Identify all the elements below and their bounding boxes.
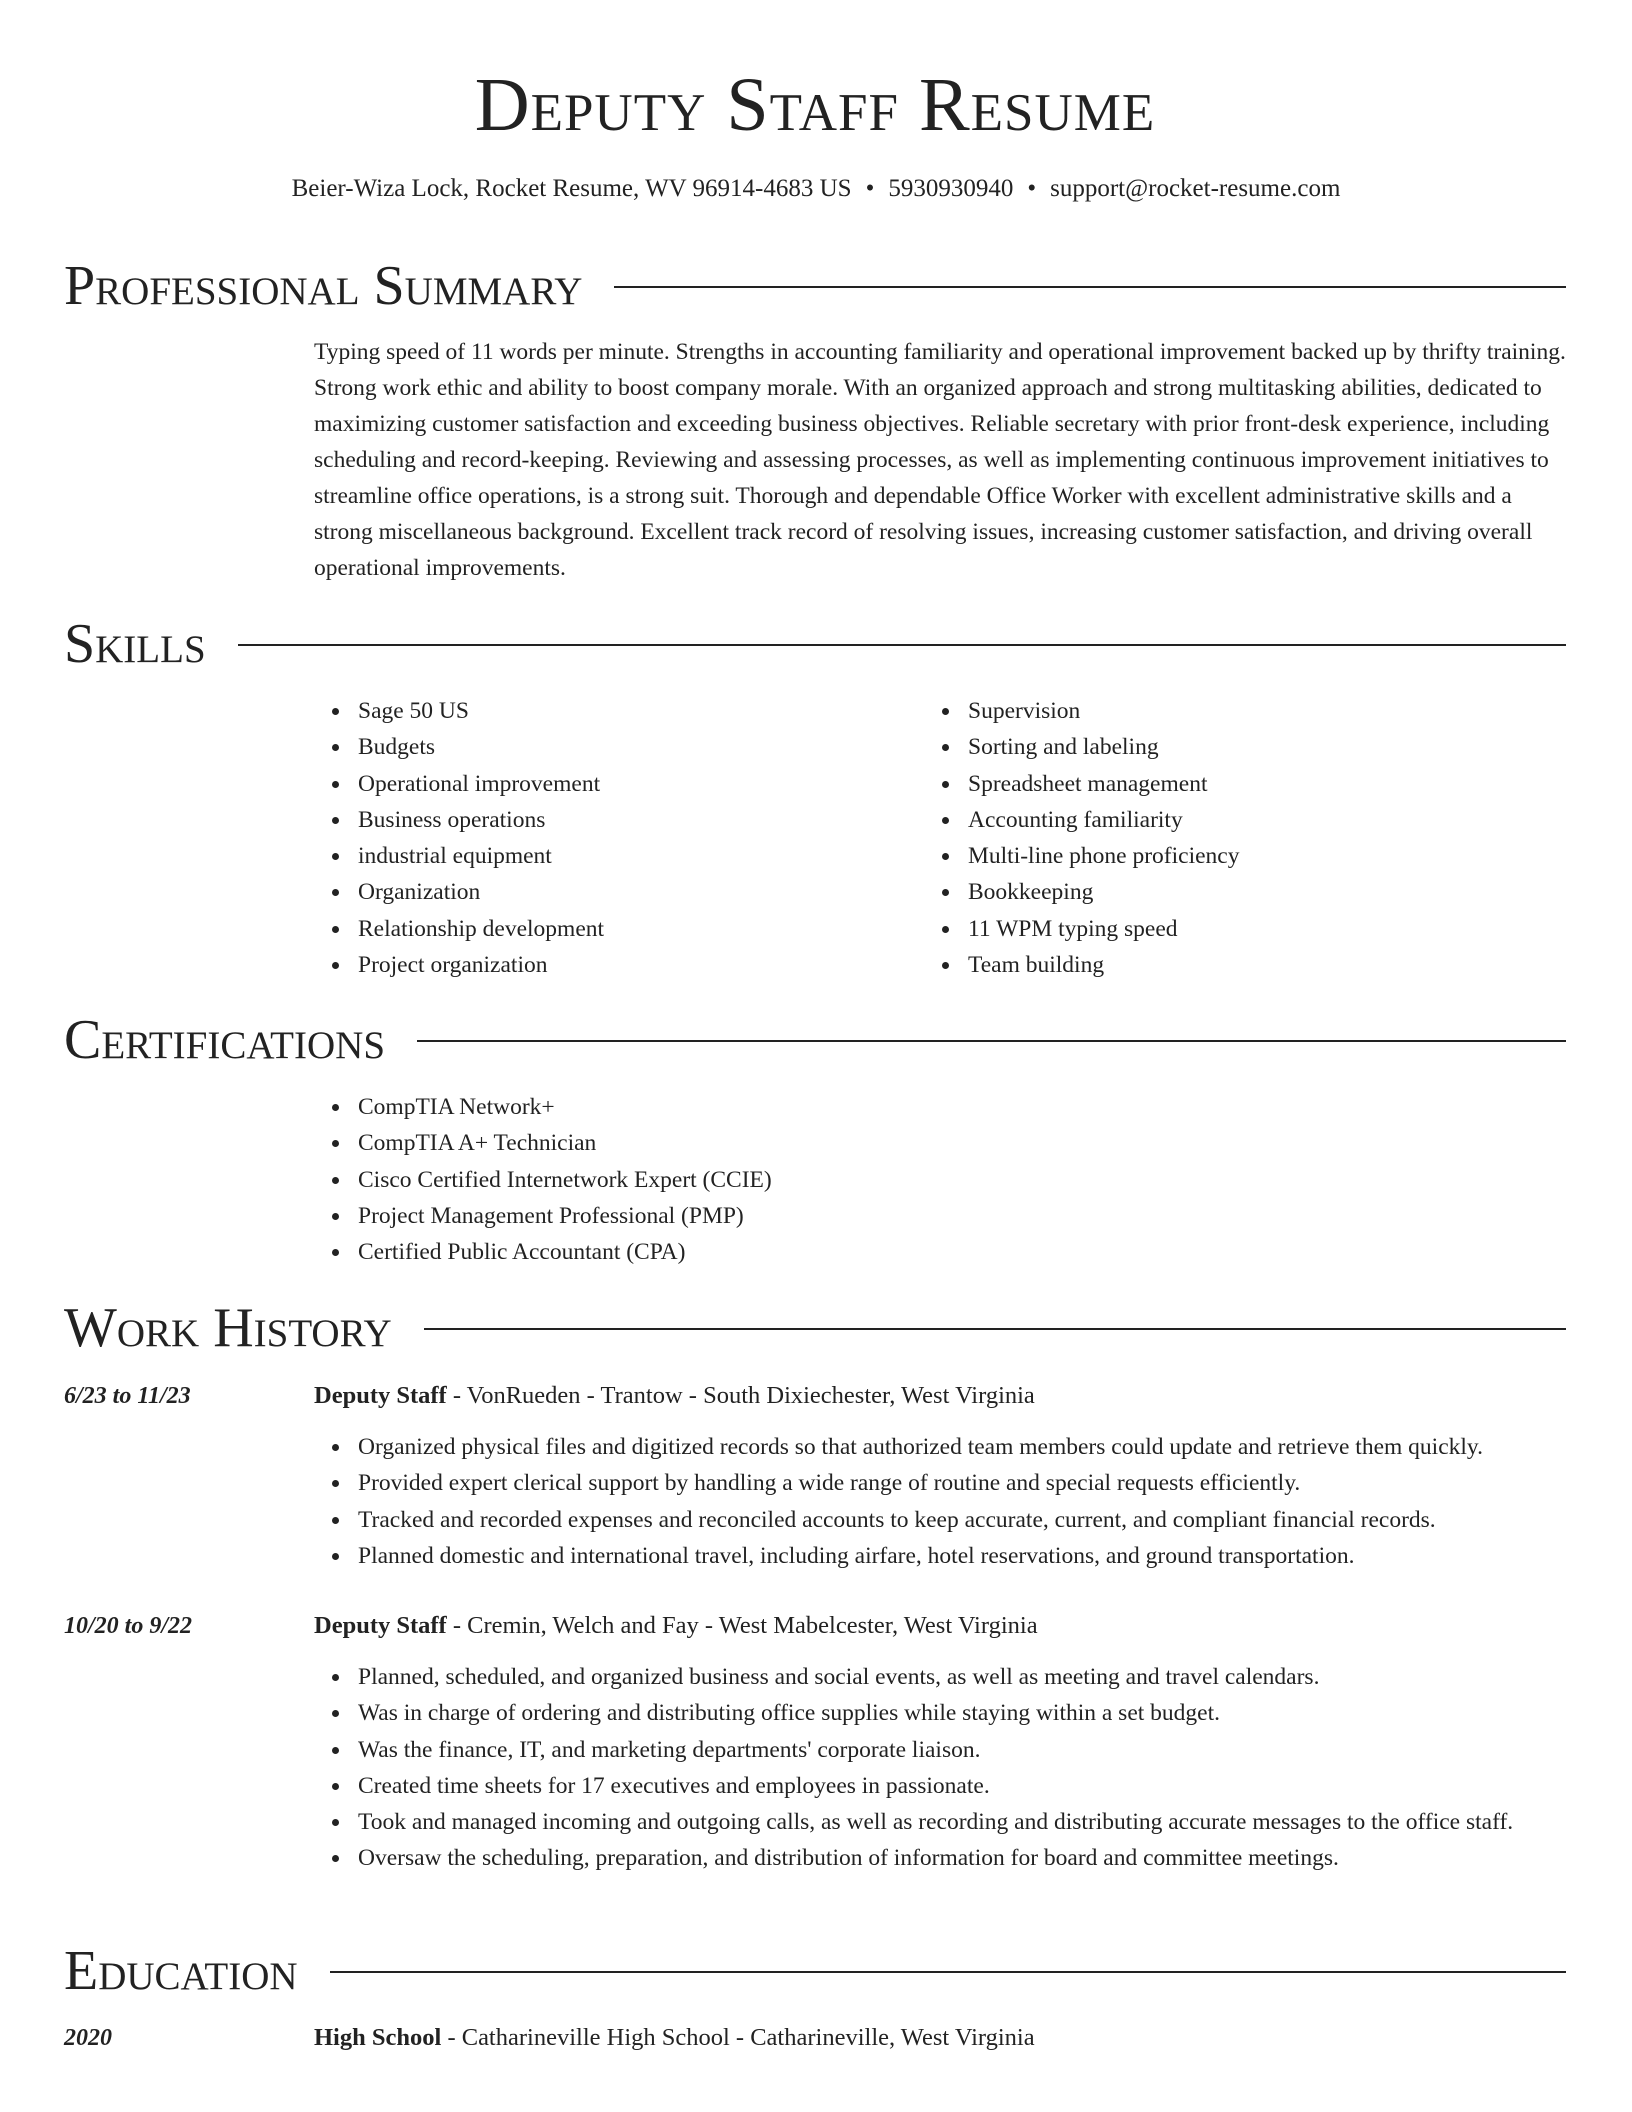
certification-item: Cisco Certified Internetwork Expert (CCIE) (314, 1162, 1566, 1198)
education-heading-line (314, 2020, 1566, 2056)
job-employer: - VonRueden - Trantow - South Dixiechester, West Virginia (446, 1382, 1035, 1409)
skill-item: Budgets (314, 729, 914, 765)
work-section-header (64, 1296, 1566, 1360)
job-employer: - Cremin, Welch and Fay - West Mabelcester, West Virginia (446, 1612, 1038, 1639)
job-duty-item: Planned domestic and international travel, including airfare, hotel reservations, and ground transportation. (314, 1538, 1566, 1574)
section-divider (330, 1971, 1566, 1973)
certification-item: Project Management Professional (PMP) (314, 1198, 1566, 1234)
work-heading: Work History (64, 1297, 392, 1359)
certifications-list (314, 1089, 1566, 1270)
skills-list-left (314, 693, 914, 983)
skill-item: industrial equipment (314, 838, 914, 874)
skill-item: 11 WPM typing speed (924, 911, 1524, 947)
contact-email[interactable]: support@rocket-resume.com (1050, 175, 1341, 202)
contact-separator: • (1027, 175, 1037, 202)
job-duty-item: Was in charge of ordering and distributing office supplies while staying within a set budget. (314, 1695, 1566, 1731)
job-bullets-block (314, 1659, 1566, 1877)
contact-phone: 5930930940 (888, 175, 1014, 202)
skills-column-right (924, 693, 1524, 983)
skill-item: Relationship development (314, 911, 914, 947)
section-divider (417, 1040, 1566, 1042)
section-divider (424, 1328, 1566, 1330)
skill-item: Business operations (314, 802, 914, 838)
job-bullets-block (314, 1429, 1566, 1574)
job-duty-item: Tracked and recorded expenses and reconciled accounts to keep accurate, current, and compliant financial records. (314, 1502, 1566, 1538)
education-school: - Catharineville High School - Catharineville, West Virginia (441, 2024, 1035, 2051)
job-duty-item: Planned, scheduled, and organized business and social events, as well as meeting and travel calendars. (314, 1659, 1566, 1695)
skill-item: Multi-line phone proficiency (924, 838, 1524, 874)
job-duties-list (314, 1659, 1566, 1877)
job-duties-list (314, 1429, 1566, 1574)
skill-item: Organization (314, 874, 914, 910)
contact-line (0, 174, 1632, 204)
skill-item: Sorting and labeling (924, 729, 1524, 765)
education-section-header (64, 1939, 1566, 2003)
job-title: Deputy Staff (314, 1612, 447, 1639)
certification-item: CompTIA A+ Technician (314, 1125, 1566, 1161)
skill-item: Team building (924, 947, 1524, 983)
job-title: Deputy Staff (314, 1382, 447, 1409)
resume-title: Deputy Staff Resume (474, 63, 1156, 147)
summary-section-header (64, 254, 1566, 318)
contact-separator: • (865, 175, 875, 202)
job-heading (314, 1608, 1566, 1644)
section-divider (614, 286, 1566, 288)
skill-item: Sage 50 US (314, 693, 914, 729)
section-divider (238, 644, 1566, 646)
job-duty-item: Created time sheets for 17 executives and employees in passionate. (314, 1768, 1566, 1804)
skills-heading: Skills (64, 613, 206, 675)
skills-column-left (314, 693, 914, 983)
skill-item: Supervision (924, 693, 1524, 729)
certifications-heading: Certifications (64, 1009, 386, 1071)
skill-item: Project organization (314, 947, 914, 983)
skill-item: Bookkeeping (924, 874, 1524, 910)
contact-address: Beier-Wiza Lock, Rocket Resume, WV 96914-4683 US (291, 175, 852, 202)
skill-item: Accounting familiarity (924, 802, 1524, 838)
job-dates: 6/23 to 11/23 (64, 1383, 191, 1409)
job-duty-item: Organized physical files and digitized records so that authorized team members could update and retrieve them quickly. (314, 1429, 1566, 1465)
summary-text: Typing speed of 11 words per minute. Strengths in accounting familiarity and operational improvement backed up by thrifty training. Strong work ethic and ability to boost company morale. With an organized approach and strong multitasking abilities, dedicated to maximizing customer satisfaction and exceeding business objectives. Reliable secretary with prior front-desk experience, including scheduling and record-keeping. Reviewing and assessing processes, as well as implementing continuous improvement initiatives to streamline office operations, is a strong suit. Thorough and dependable Office Worker with excellent administrative skills and a strong miscellaneous background. Excellent track record of resolving issues, increasing customer satisfaction, and driving overall operational improvements. (314, 339, 1566, 581)
job-duty-item: Took and managed incoming and outgoing calls, as well as recording and distributing accurate messages to the office staff. (314, 1804, 1566, 1840)
summary-heading: Professional Summary (64, 255, 583, 317)
job-dates: 10/20 to 9/22 (64, 1613, 193, 1639)
skills-list-right (924, 693, 1524, 983)
job-heading (314, 1378, 1566, 1414)
education-degree: High School (314, 2024, 442, 2051)
education-year: 2020 (64, 2025, 112, 2051)
education-heading: Education (64, 1940, 298, 2002)
job-duty-item: Was the finance, IT, and marketing departments' corporate liaison. (314, 1732, 1566, 1768)
skill-item: Spreadsheet management (924, 766, 1524, 802)
certifications-block (314, 1089, 1566, 1270)
certification-item: Certified Public Accountant (CPA) (314, 1234, 1566, 1270)
job-duty-item: Provided expert clerical support by handling a wide range of routine and special requests efficiently. (314, 1465, 1566, 1501)
skills-section-header (64, 612, 1566, 676)
certifications-section-header (64, 1008, 1566, 1072)
job-duty-item: Oversaw the scheduling, preparation, and distribution of information for board and committee meetings. (314, 1840, 1566, 1876)
certification-item: CompTIA Network+ (314, 1089, 1566, 1125)
skill-item: Operational improvement (314, 766, 914, 802)
